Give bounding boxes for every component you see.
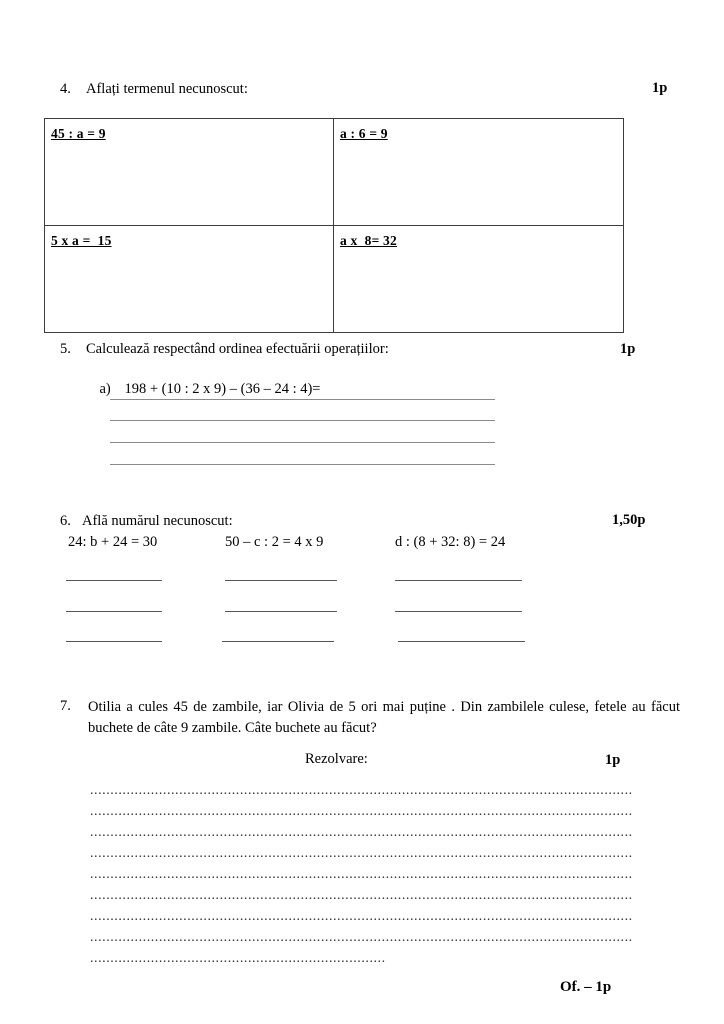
exercise-4-answer-table [44,118,624,333]
equation-text: 5 x a = 15 [51,233,112,248]
answer-rule[interactable] [222,641,334,642]
table-row [45,119,624,226]
answer-rule[interactable] [398,641,525,642]
exercise-4-heading [60,80,248,99]
exercise-7-number: 7. [60,698,71,714]
dotted-answer-line[interactable]: ...................................................................................................................................... [90,931,633,945]
answer-rule[interactable] [66,580,162,581]
exercise-5-item-a [85,361,320,418]
dotted-answer-line[interactable]: ...................................................................................................................................... [90,784,633,798]
table-row [45,226,624,333]
exercise-5-heading [60,340,389,359]
exercise-7-heading [60,697,680,739]
exercise-7-solution-label: Rezolvare: [305,751,368,767]
office-points-footer: Of. – 1p [560,979,612,995]
table-cell[interactable] [334,119,624,226]
table-cell[interactable] [45,119,334,226]
answer-rule[interactable] [66,611,162,612]
dotted-answer-line[interactable]: ...................................................................................................................................... [90,868,633,882]
exercise-5-number: 5. [60,341,71,357]
answer-rule[interactable] [110,442,495,443]
dotted-answer-line[interactable]: ...................................................................................................................................... [90,910,633,924]
exercise-4-points: 1p [652,80,668,96]
answer-rule[interactable] [225,611,337,612]
dotted-answer-line[interactable]: ...................................................................................................................................... [90,805,633,819]
dotted-answer-line[interactable]: ...................................................................................................................................... [90,826,633,840]
exercise-4-statement: Aflați termenul necunoscut: [86,81,248,97]
exercise-6-equation: 50 – c : 2 = 4 x 9 [225,534,324,550]
table-cell[interactable] [45,226,334,333]
dotted-answer-line[interactable]: ......................................................................... [90,952,386,966]
exercise-6-equation: 24: b + 24 = 30 [68,534,158,550]
exercise-5-statement: Calculează respectând ordinea efectuării operațiilor: [86,341,389,357]
exercise-7-points: 1p [605,752,621,768]
exercise-4-number: 4. [60,81,71,97]
exercise-6-heading [60,512,233,531]
answer-rule[interactable] [66,641,162,642]
equation-text: a x 8= 32 [340,233,397,248]
answer-rule[interactable] [110,420,495,421]
answer-rule[interactable] [225,580,337,581]
dotted-answer-line[interactable]: ...................................................................................................................................... [90,847,633,861]
exercise-6-statement: Află numărul necunoscut: [82,513,233,529]
exercise-7-statement: Otilia a cules 45 de zambile, iar Olivia de 5 ori mai puține . Din zambilele culese, fetele au făcut buchete de câte 9 zambile. Câte buchete au făcut? [88,699,680,737]
exercise-5-item-a-label: a) [99,380,111,397]
answer-rule[interactable] [110,464,495,465]
table-cell[interactable] [334,226,624,333]
exercise-6-number: 6. [60,513,71,529]
exercise-6-points: 1,50p [612,512,646,528]
exercise-6-equation: d : (8 + 32: 8) = 24 [395,534,506,550]
answer-rule[interactable] [395,611,522,612]
answer-rule[interactable] [395,580,522,581]
exercise-5-item-a-expression: 198 + (10 : 2 x 9) – (36 – 24 : 4)= [124,380,321,397]
answer-rule[interactable] [110,399,495,400]
exercise-5-points: 1p [620,341,636,357]
dotted-answer-line[interactable]: ...................................................................................................................................... [90,889,633,903]
equation-text: a : 6 = 9 [340,126,388,141]
equation-text: 45 : a = 9 [51,126,106,141]
